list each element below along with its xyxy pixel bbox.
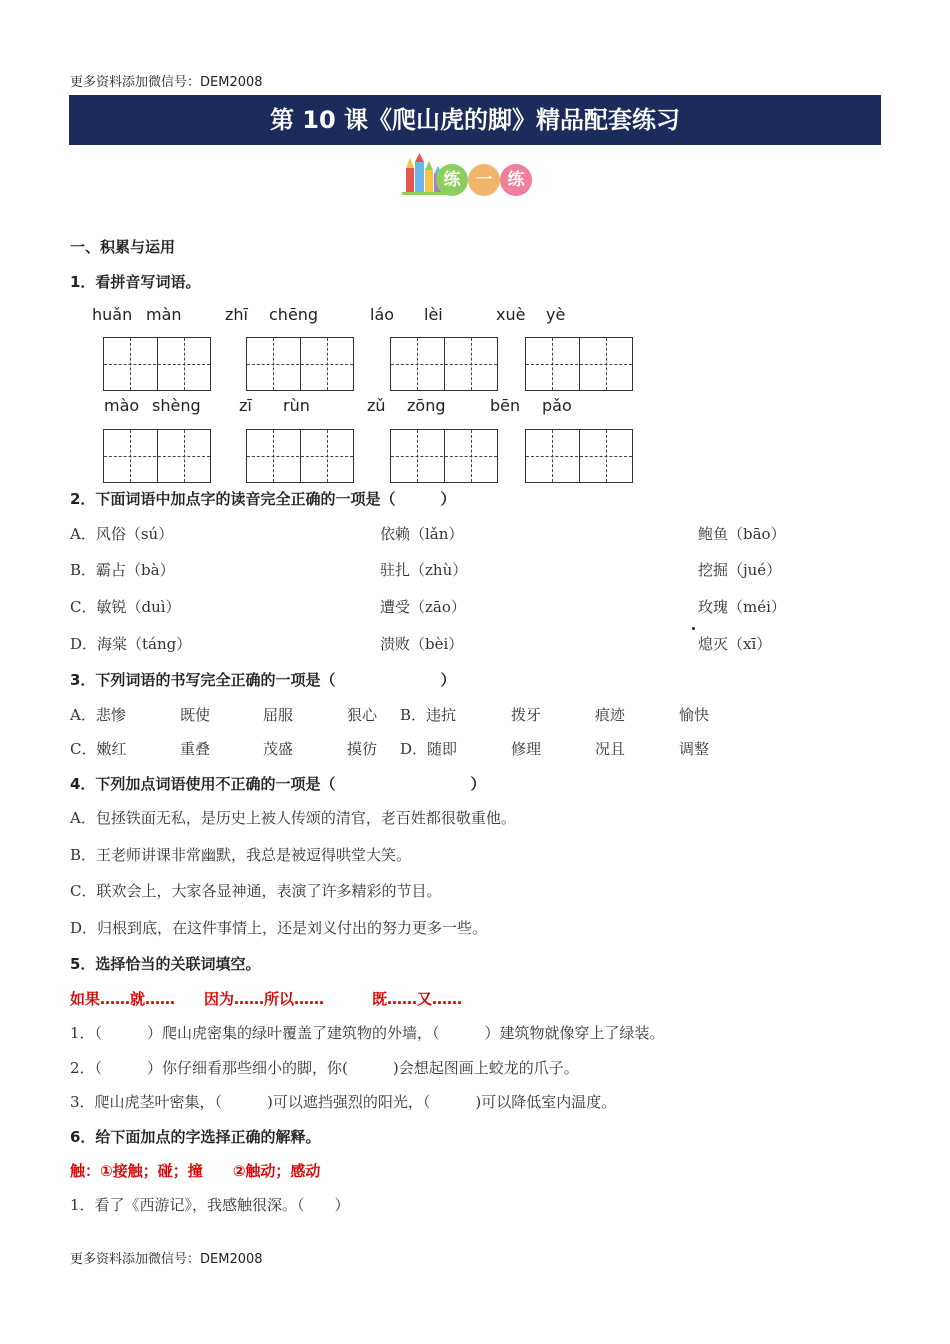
word: 况且 — [595, 740, 626, 758]
fill-item-1: 1．（ ）爬山虎密集的绿叶覆盖了建筑物的外墙，（ ）建筑物就像穿上了绿装。 — [70, 1024, 665, 1042]
writing-grid[interactable] — [525, 429, 633, 483]
word: 痕迹 — [595, 706, 626, 724]
sentence-option-a: A．包拯铁面无私，是历史上被人传颂的清官，老百姓都很敬重他。 — [70, 809, 516, 827]
pinyin: mào — [104, 396, 140, 415]
sentence-option-c: C．联欢会上，大家各显神通，表演了许多精彩的节目。 — [70, 882, 442, 900]
conjunction-choice: 既……又…… — [372, 990, 463, 1008]
badge-char-3: 练 — [500, 164, 532, 196]
word: 屈服 — [263, 706, 294, 724]
sentence-option-b: B．王老师讲课非常幽默，我总是被逗得哄堂大笑。 — [70, 846, 412, 864]
header-note: 更多资料添加微信号：DEM2008 — [70, 75, 263, 90]
q6-item-1: 1．看了《西游记》，我感触很深。（ ） — [70, 1196, 350, 1214]
pinyin: xuè — [496, 305, 526, 324]
option-b-3: 挖掘（jué） — [698, 561, 782, 579]
footer-note: 更多资料添加微信号：DEM2008 — [70, 1252, 263, 1267]
option-a-3: 鲍鱼（bāo） — [698, 525, 786, 543]
option-d-2: 溃败（bèi） — [380, 635, 464, 653]
question-3-label: 3．下列词语的书写完全正确的一项是（ ） — [70, 671, 456, 689]
option-a-1: A．风俗（sú） — [70, 525, 174, 543]
question-1-label: 1．看拼音写词语。 — [70, 273, 201, 291]
writing-grid[interactable] — [246, 429, 354, 483]
pinyin: lèi — [424, 305, 443, 324]
word: 重叠 — [180, 740, 211, 758]
word: 摸彷 — [347, 740, 378, 758]
pinyin: láo — [370, 305, 395, 324]
word: D．随即 — [400, 740, 458, 758]
emphasis-dot — [692, 627, 695, 630]
option-d-3: 熄灭（xī） — [698, 635, 772, 653]
pinyin: shèng — [152, 396, 201, 415]
conjunction-choice: 因为……所以…… — [204, 990, 325, 1008]
badge-char-2: 一 — [468, 164, 500, 196]
option-c-2: 遭受（zāo） — [380, 598, 466, 616]
word: 修理 — [511, 740, 542, 758]
pinyin: zī — [239, 396, 252, 415]
word: 狠心 — [347, 706, 378, 724]
word: 茂盛 — [263, 740, 294, 758]
pinyin: pǎo — [542, 396, 572, 415]
word: 既使 — [180, 706, 211, 724]
fill-item-3: 3．爬山虎茎叶密集，（ )可以遮挡强烈的阳光，（ )可以降低室内温度。 — [70, 1093, 617, 1111]
question-6-label: 6．给下面加点的字选择正确的解释。 — [70, 1128, 321, 1146]
conjunction-choice: 如果……就…… — [70, 990, 176, 1008]
page-title: 第 10 课《爬山虎的脚》精品配套练习 — [269, 106, 681, 134]
question-4-label: 4．下列加点词语使用不正确的一项是（ ） — [70, 775, 486, 793]
title-banner — [69, 95, 881, 145]
option-c-3: 玫瑰（méi） — [698, 598, 786, 616]
pinyin: bēn — [490, 396, 521, 415]
section-heading: 一、积累与运用 — [70, 238, 176, 256]
writing-grid[interactable] — [246, 337, 354, 391]
option-d-1: D．海棠（táng） — [70, 635, 192, 653]
word: A．悲惨 — [70, 706, 126, 724]
word: 调整 — [679, 740, 710, 758]
definition-note: 触：①接触；碰；撞 ②触动；感动 — [70, 1162, 321, 1180]
option-b-1: B．霸占（bà） — [70, 561, 175, 579]
option-a-2: 依赖（lǎn） — [380, 525, 464, 543]
badge-char-1: 练 — [436, 164, 468, 196]
writing-grid[interactable] — [103, 337, 211, 391]
question-2-label: 2．下面词语中加点字的读音完全正确的一项是（ ） — [70, 490, 456, 508]
word: C．嫩红 — [70, 740, 127, 758]
word: B．违抗 — [400, 706, 457, 724]
pinyin: chēng — [269, 305, 319, 324]
pinyin: màn — [146, 305, 182, 324]
option-b-2: 驻扎（zhù） — [380, 561, 468, 579]
writing-grid[interactable] — [103, 429, 211, 483]
sentence-option-d: D．归根到底，在这件事情上，还是刘义付出的努力更多一些。 — [70, 919, 488, 937]
writing-grid[interactable] — [525, 337, 633, 391]
pinyin: zōng — [407, 396, 446, 415]
pinyin: zhī — [225, 305, 248, 324]
pinyin: zǔ — [367, 396, 386, 415]
pinyin: rùn — [283, 396, 310, 415]
pinyin: yè — [546, 305, 566, 324]
practice-badge — [402, 152, 534, 196]
writing-grid[interactable] — [390, 429, 498, 483]
word: 拨牙 — [511, 706, 542, 724]
question-5-label: 5．选择恰当的关联词填空。 — [70, 955, 261, 973]
fill-item-2: 2．（ ）你仔细看那些细小的脚，你( )会想起图画上蛟龙的爪子。 — [70, 1059, 579, 1077]
pinyin: huǎn — [92, 305, 133, 324]
word: 愉快 — [679, 706, 710, 724]
option-c-1: C．敏锐（duì） — [70, 598, 181, 616]
writing-grid[interactable] — [390, 337, 498, 391]
